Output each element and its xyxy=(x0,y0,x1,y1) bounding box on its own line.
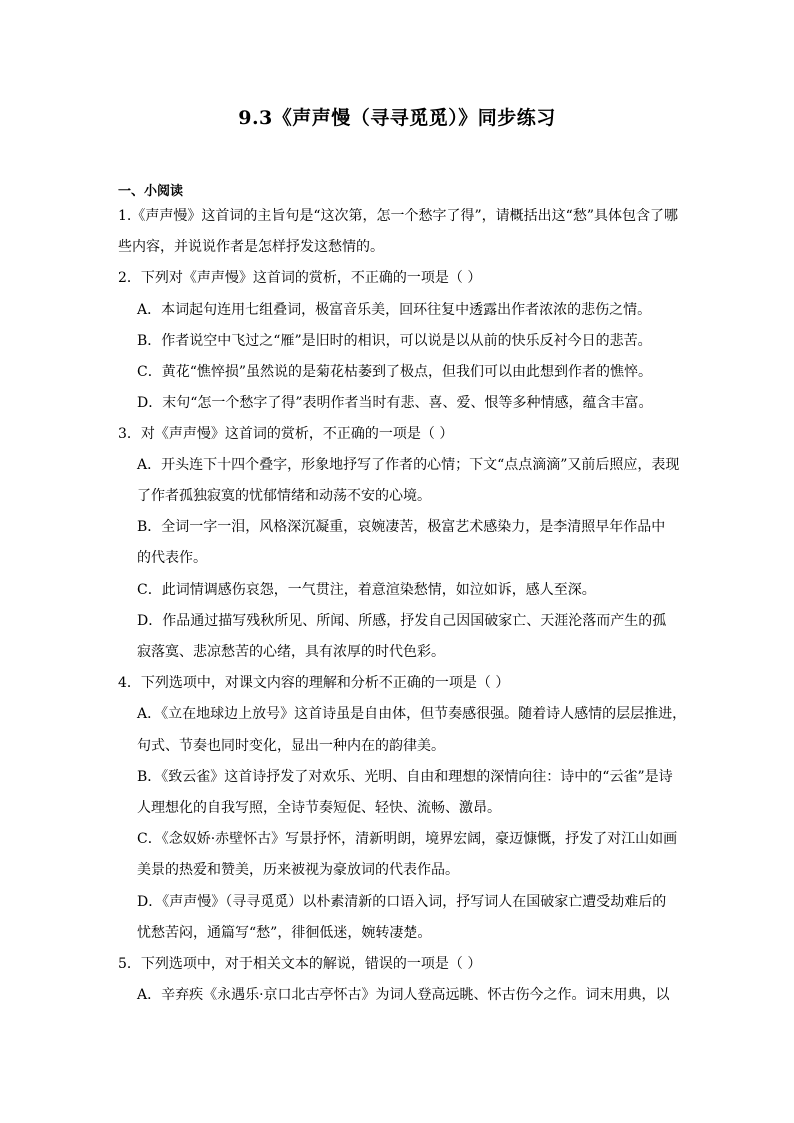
question-3-option-a-line-1: A．开头连下十四个叠字，形象地抒写了作者的心情；下文“点点滴滴”又前后照应，表现 xyxy=(137,457,680,473)
question-1-line-2: 些内容，并说说作者是怎样抒发这愁情的。 xyxy=(118,239,384,255)
section-heading: 一、小阅读 xyxy=(118,184,184,199)
page-title: 9.3《声声慢（寻寻觅觅）》同步练习 xyxy=(238,107,556,129)
question-4-option-c-line-2: 美景的热爱和赞美，历来被视为豪放词的代表作品。 xyxy=(137,862,459,878)
question-3-option-d-line-1: D．作品通过描写残秋所见、所闻、所感，抒发自己因国破家亡、天涯沦落而产生的孤 xyxy=(137,613,667,629)
question-4-option-a-line-1: A．《立在地球边上放号》这首诗虽是自由体，但节奏感很强。随着诗人感情的层层推进， xyxy=(137,706,687,722)
question-2-option-d: D．末句“怎一个愁字了得”表明作者当时有悲、喜、爱、恨等多种情感，蕴含丰富。 xyxy=(137,395,653,411)
question-2-stem: 2．下列对《声声慢》这首词的赏析，不正确的一项是（ ） xyxy=(118,270,482,286)
question-4-option-a-line-2: 句式、节奏也同时变化，显出一种内在的韵律美。 xyxy=(137,738,445,754)
question-3-option-b-line-1: B．全词一字一泪，风格深沉凝重，哀婉凄苦，极富艺术感染力，是李清照早年作品中 xyxy=(137,519,666,535)
question-4-option-d-line-1: D．《声声慢》（寻寻觅觅）以朴素清新的口语入词，抒写词人在国破家亡遭受劫难后的 xyxy=(137,894,667,910)
question-3-option-c: C．此词情调感伤哀怨，一气贯注，着意渲染愁情，如泣如诉，感人至深。 xyxy=(137,582,596,598)
question-4-option-b-line-2: 人理想化的自我写照，全诗节奏短促、轻快、流畅、激昂。 xyxy=(137,800,501,816)
question-5-option-a-line-1: A．辛弃疾《永遇乐·京口北古亭怀古》为词人登高远眺、怀古伤今之作。词末用典，以 xyxy=(137,987,670,1003)
question-3-option-a-line-2: 了作者孤独寂寞的忧郁情绪和动荡不安的心境。 xyxy=(137,488,431,504)
question-3-option-d-line-2: 寂落寞、悲凉愁苦的心绪，具有浓厚的时代色彩。 xyxy=(137,644,445,660)
question-4-option-d-line-2: 忧愁苦闷，通篇写“愁”，徘徊低迷，婉转凄楚。 xyxy=(137,925,432,941)
question-1-line-1: 1.《声声慢》这首词的主旨句是“这次第，怎一个愁字了得”，请概括出这“愁”具体包含了哪 xyxy=(118,208,678,224)
question-4-option-b-line-1: B．《致云雀》这首诗抒发了对欢乐、光明、自由和理想的深情向往：诗中的“云雀”是诗 xyxy=(137,769,673,785)
question-2-option-b: B．作者说空中飞过之“雁”是旧时的相识，可以说是以从前的快乐反衬今日的悲苦。 xyxy=(137,333,652,349)
question-3-option-b-line-2: 的代表作。 xyxy=(137,550,207,566)
question-2-option-a: A．本词起句连用七组叠词，极富音乐美，回环往复中透露出作者浓浓的悲伤之情。 xyxy=(137,302,652,318)
question-5-stem: 5．下列选项中，对于相关文本的解说，错误的一项是（ ） xyxy=(118,956,482,972)
question-3-stem: 3．对《声声慢》这首词的赏析，不正确的一项是（ ） xyxy=(118,426,454,442)
question-4-option-c-line-1: C．《念奴娇·赤壁怀古》写景抒怀，清新明朗，境界宏阔，豪迈慷慨，抒发了对江山如画 xyxy=(137,831,678,847)
question-2-option-c: C．黄花“憔悴损”虽然说的是菊花枯萎到了极点，但我们可以由此想到作者的憔悴。 xyxy=(137,364,653,380)
question-4-stem: 4．下列选项中，对课文内容的理解和分析不正确的一项是（ ） xyxy=(118,675,510,691)
